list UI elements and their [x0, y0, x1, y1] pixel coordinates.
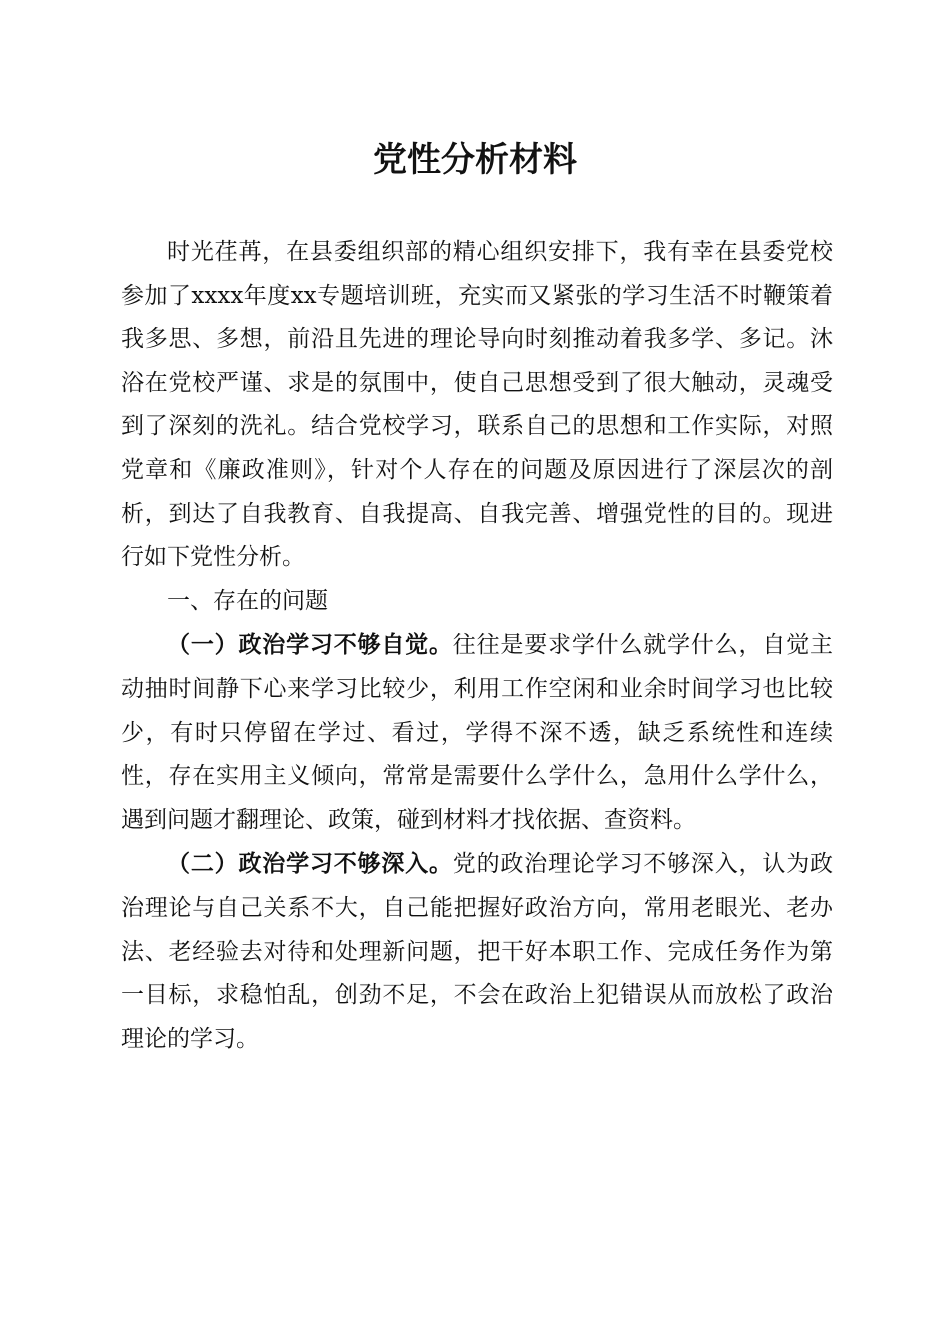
problem-item-1-lead: （一）政治学习不够自觉。	[167, 631, 453, 659]
intro-paragraph: 时光荏苒，在县委组织部的精心组织安排下，我有幸在县委党校参加了xxxx年度xx专题培训班，充实而又紧张的学习生活不时鞭策着我多思、多想，前沿且先进的理论导向时刻推动着我多学、多记。沐浴在党校严谨、求是的氛围中，使自己思想受到了很大触动，灵魂受到了深刻的洗礼。结合党校学习，联系自己的思想和工作实际，对照党章和《廉政准则》，针对个人存在的问题及原因进行了深层次的剖析，到达了自我教育、自我提高、自我完善、增强党性的目的。现进行如下党性分析。	[121, 239, 833, 571]
document-title: 党性分析材料	[373, 140, 577, 180]
problem-item-2-text: 党的政治理论学习不够深入，认为政治理论与自己关系不大，自己能把握好政治方向，常用老眼光、老办法、老经验去对待和处理新问题，把干好本职工作、完成任务作为第一目标，求稳怕乱，创劲不足，不会在政治上犯错误从而放松了政治理论的学习。	[121, 851, 834, 1052]
problem-item-2	[121, 842, 833, 1061]
problem-item-1	[121, 623, 833, 842]
problem-item-1-text: 往往是要求学什么就学什么，自觉主动抽时间静下心来学习比较少，利用工作空闲和业余时间学习也比较少，有时只停留在学过、看过，学得不深不透，缺乏系统性和连续性，存在实用主义倾向，常常是需要什么学什么，急用什么学什么，遇到问题才翻理论、政策，碰到材料才找依据、查资料。	[121, 632, 834, 833]
section-heading-problems: 一、存在的问题	[167, 587, 328, 614]
problem-item-2-lead: （二）政治学习不够深入。	[167, 850, 453, 878]
document-body	[121, 231, 833, 1061]
